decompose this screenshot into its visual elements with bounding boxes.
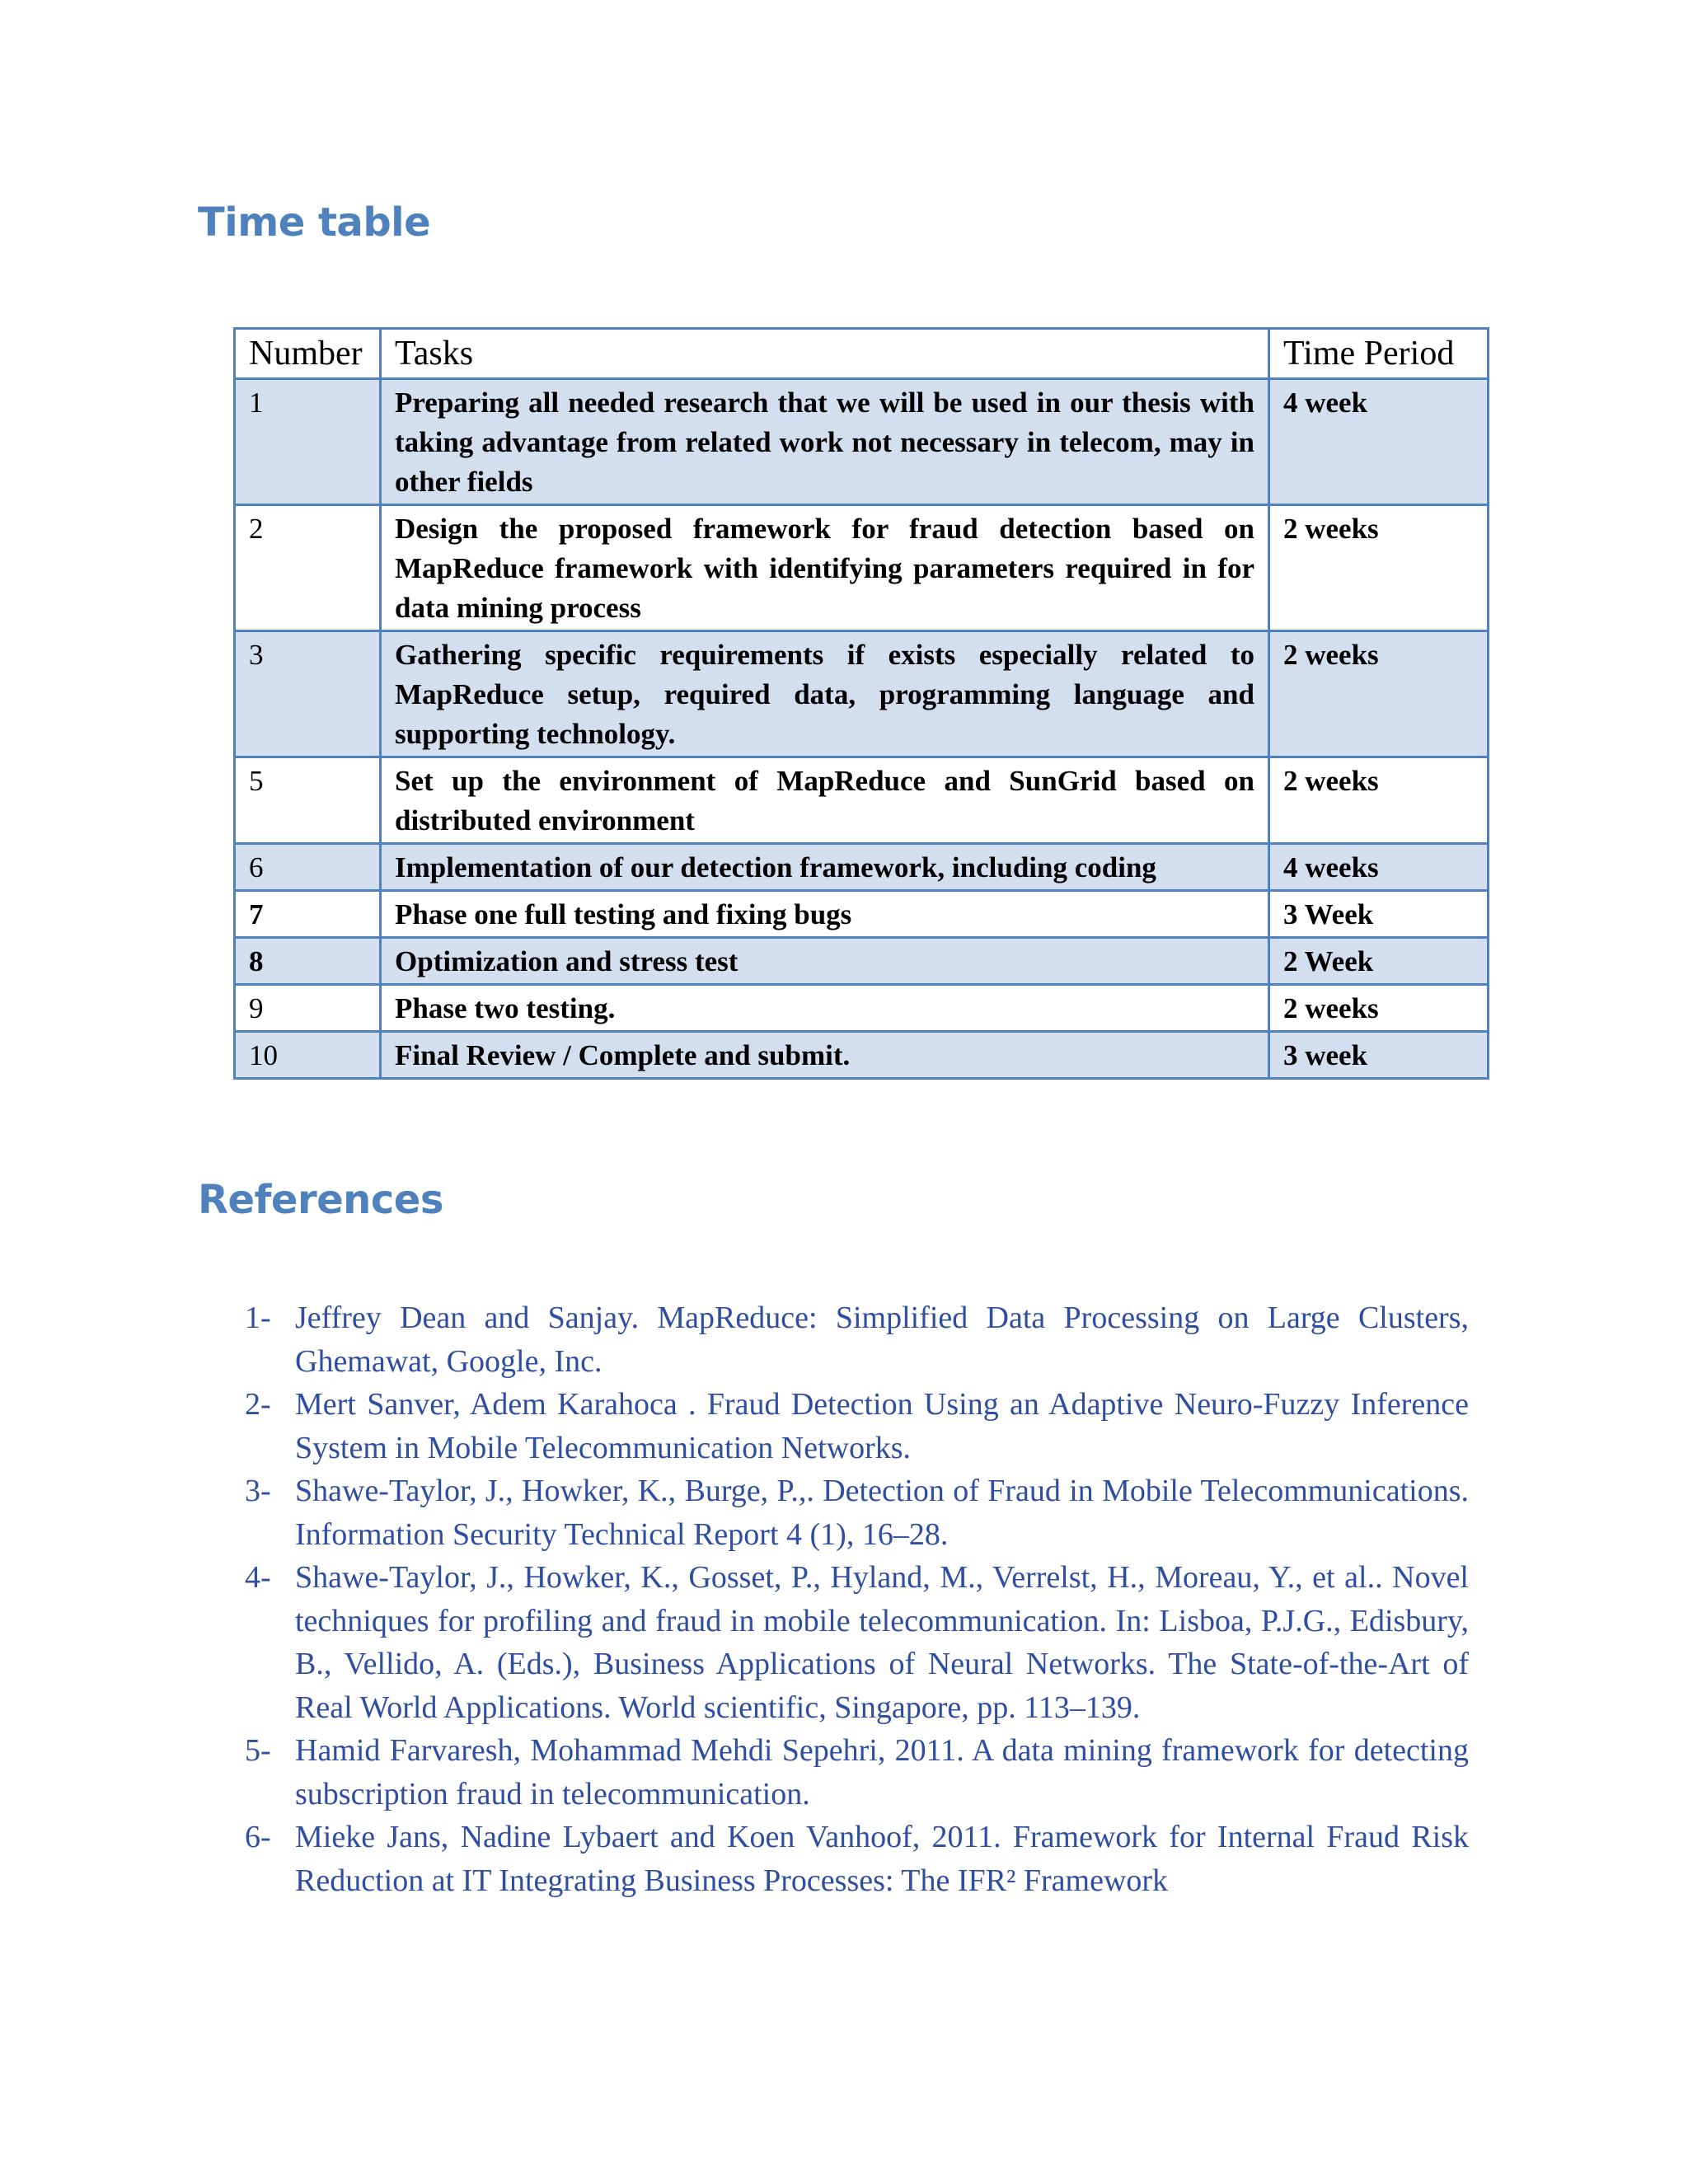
row-period: 3 week — [1269, 1032, 1489, 1079]
table-row — [235, 891, 1489, 938]
table-row — [235, 757, 1489, 844]
reference-number: 3- — [245, 1474, 271, 1508]
row-task: Set up the environment of MapReduce and SunGrid based on distributed environment — [381, 757, 1269, 844]
row-task: Gathering specific requirements if exists especially related to MapReduce setup, required data, programming language and supporting technology. — [381, 631, 1269, 757]
row-period: 2 weeks — [1269, 757, 1489, 844]
row-number: 7 — [235, 891, 381, 938]
timetable-heading: Time table — [198, 199, 431, 246]
row-period: 2 weeks — [1269, 505, 1489, 631]
column-header-tasks: Tasks — [381, 329, 1269, 379]
row-number: 1 — [235, 379, 381, 505]
reference-number: 2- — [245, 1387, 271, 1422]
row-number: 9 — [235, 985, 381, 1032]
reference-item — [245, 1383, 1469, 1469]
reference-number: 4- — [245, 1560, 271, 1595]
row-task: Optimization and stress test — [381, 938, 1269, 985]
table-row — [235, 505, 1489, 631]
reference-number: 6- — [245, 1820, 271, 1854]
row-period: 2 weeks — [1269, 985, 1489, 1032]
row-task: Phase two testing. — [381, 985, 1269, 1032]
table-row — [235, 938, 1489, 985]
row-number: 2 — [235, 505, 381, 631]
table-row — [235, 1032, 1489, 1079]
reference-text: Hamid Farvaresh, Mohammad Mehdi Sepehri, 2011. A data mining framework for detecting subscription fraud in telecommunication. — [295, 1733, 1469, 1811]
row-task: Final Review / Complete and submit. — [381, 1032, 1269, 1079]
row-task: Phase one full testing and fixing bugs — [381, 891, 1269, 938]
timetable — [233, 327, 1489, 1080]
row-number: 3 — [235, 631, 381, 757]
row-number: 5 — [235, 757, 381, 844]
references-heading: References — [198, 1177, 443, 1223]
reference-text: Shawe-Taylor, J., Howker, K., Burge, P.,. Detection of Fraud in Mobile Telecommunications. Information Security Technical Report 4 (1), 16–28. — [295, 1474, 1469, 1552]
table-row — [235, 985, 1489, 1032]
reference-text: Jeffrey Dean and Sanjay. MapReduce: Simplified Data Processing on Large Clusters, Ghemawat, Google, Inc. — [295, 1301, 1469, 1379]
reference-text: Mert Sanver, Adem Karahoca . Fraud Detection Using an Adaptive Neuro-Fuzzy Inference System in Mobile Telecommunication Networks. — [295, 1387, 1469, 1465]
row-task: Design the proposed framework for fraud detection based on MapReduce framework with identifying parameters required in for data mining process — [381, 505, 1269, 631]
references-list — [245, 1296, 1469, 1902]
row-number: 10 — [235, 1032, 381, 1079]
row-number: 8 — [235, 938, 381, 985]
table-row — [235, 631, 1489, 757]
table-row — [235, 379, 1489, 505]
row-task: Implementation of our detection framework, including coding — [381, 844, 1269, 891]
reference-item — [245, 1556, 1469, 1729]
table-header-row — [235, 329, 1489, 379]
reference-item — [245, 1469, 1469, 1556]
row-period: 2 weeks — [1269, 631, 1489, 757]
row-period: 3 Week — [1269, 891, 1489, 938]
column-header-number: Number — [235, 329, 381, 379]
row-task: Preparing all needed research that we will be used in our thesis with taking advantage from related work not necessary in telecom, may in other fields — [381, 379, 1269, 505]
row-period: 4 week — [1269, 379, 1489, 505]
reference-item — [245, 1296, 1469, 1383]
row-period: 4 weeks — [1269, 844, 1489, 891]
reference-number: 5- — [245, 1733, 271, 1768]
reference-number: 1- — [245, 1301, 271, 1335]
column-header-time-period: Time Period — [1269, 329, 1489, 379]
table-row — [235, 844, 1489, 891]
reference-item — [245, 1729, 1469, 1816]
row-number: 6 — [235, 844, 381, 891]
reference-text: Mieke Jans, Nadine Lybaert and Koen Vanhoof, 2011. Framework for Internal Fraud Risk Reduction at IT Integrating Business Processes: The IFR² Framework — [295, 1820, 1469, 1898]
row-period: 2 Week — [1269, 938, 1489, 985]
reference-text: Shawe-Taylor, J., Howker, K., Gosset, P., Hyland, M., Verrelst, H., Moreau, Y., et al.. Novel techniques for profiling and fraud in mobile telecommunication. In: Lisboa, P.J.G., Edisbury, B., Vellido, A. (Eds.), Business Applications of Neural Networks. The State-of-the-Art of Real World Applications. World scientific, Singapore, pp. 113–139. — [295, 1560, 1469, 1725]
reference-item — [245, 1816, 1469, 1902]
